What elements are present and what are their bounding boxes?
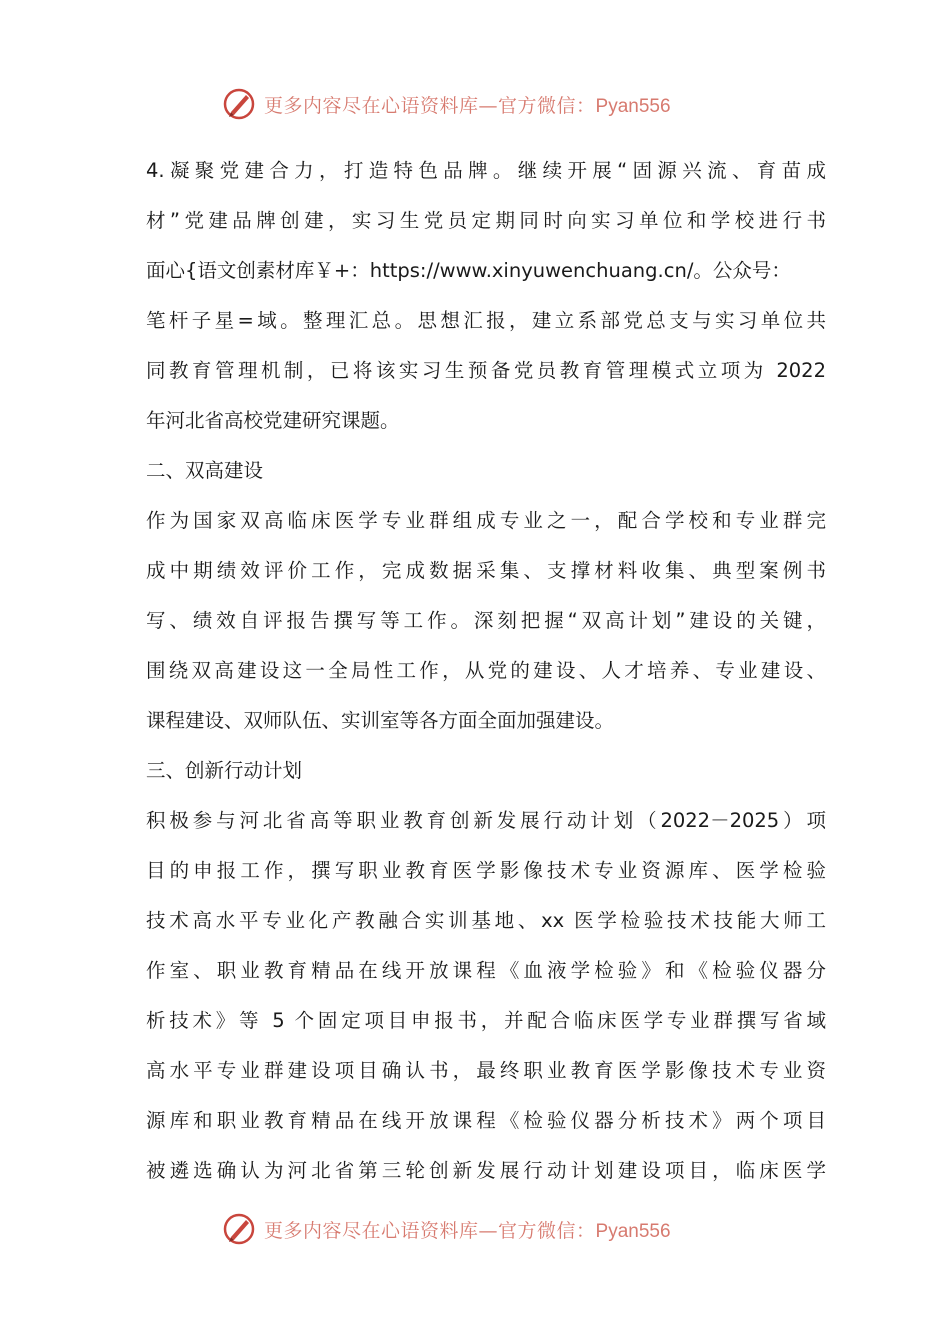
text-line: 作室、职业教育精品在线开放课程《血液学检验》和《检验仪器分: [146, 959, 826, 982]
header-banner: [222, 86, 742, 122]
pen-logo-icon: [222, 1212, 256, 1246]
text-line: 三、创新行动计划: [146, 759, 303, 782]
text-line: 积极参与河北省高等职业教育创新发展行动计划（2022－2025）项: [146, 809, 826, 832]
text-line: 作为国家双高临床医学专业群组成专业之一，配合学校和专业群完: [146, 509, 826, 532]
text-line: 写、绩效自评报告撰写等工作。深刻把握“双高计划”建设的关键，: [146, 609, 826, 632]
wechat-handle: Pyan556: [595, 1220, 671, 1242]
wechat-handle: Pyan556: [595, 95, 671, 117]
text-line: 成中期绩效评价工作，完成数据采集、支撑材料收集、典型案例书: [146, 559, 826, 582]
text-line: 年河北省高校党建研究课题。: [146, 409, 400, 432]
banner-text: 更多内容尽在心语资料库—官方微信：Pyan556: [264, 1219, 671, 1242]
pen-logo-icon: [222, 87, 256, 121]
text-line: 二、双高建设: [146, 459, 264, 482]
document-body: [146, 146, 826, 1196]
text-line: 面心{语文创素材库￥+：https://www.xinyuwenchuang.cn/。公众号：: [146, 259, 791, 282]
text-line: 课程建设、双师队伍、实训室等各方面全面加强建设。: [146, 709, 615, 732]
text-line: 高水平专业群建设项目确认书，最终职业教育医学影像技术专业资: [146, 1059, 826, 1082]
text-line: 技术高水平专业化产教融合实训基地、xx 医学检验技术技能大师工: [146, 909, 826, 932]
text-line: 4.凝聚党建合力，打造特色品牌。继续开展“固源兴流、育苗成: [146, 159, 826, 182]
text-line: 材”党建品牌创建，实习生党员定期同时向实习单位和学校进行书: [146, 209, 826, 232]
banner-text: 更多内容尽在心语资料库—官方微信：Pyan556: [264, 94, 671, 117]
footer-banner: [222, 1211, 742, 1247]
text-line: 围绕双高建设这一全局性工作，从党的建设、人才培养、专业建设、: [146, 659, 826, 682]
text-line: 源库和职业教育精品在线开放课程《检验仪器分析技术》两个项目: [146, 1109, 826, 1132]
text-line: 析技术》等 5 个固定项目申报书，并配合临床医学专业群撰写省域: [146, 1009, 826, 1032]
text-line: 同教育管理机制，已将该实习生预备党员教育管理模式立项为 2022: [146, 359, 826, 382]
text-line: 笔杆子星=域。整理汇总。思想汇报，建立系部党总支与实习单位共: [146, 309, 826, 332]
text-line: 被遴选确认为河北省第三轮创新发展行动计划建设项目，临床医学: [146, 1159, 826, 1182]
text-line: 目的申报工作，撰写职业教育医学影像技术专业资源库、医学检验: [146, 859, 826, 882]
